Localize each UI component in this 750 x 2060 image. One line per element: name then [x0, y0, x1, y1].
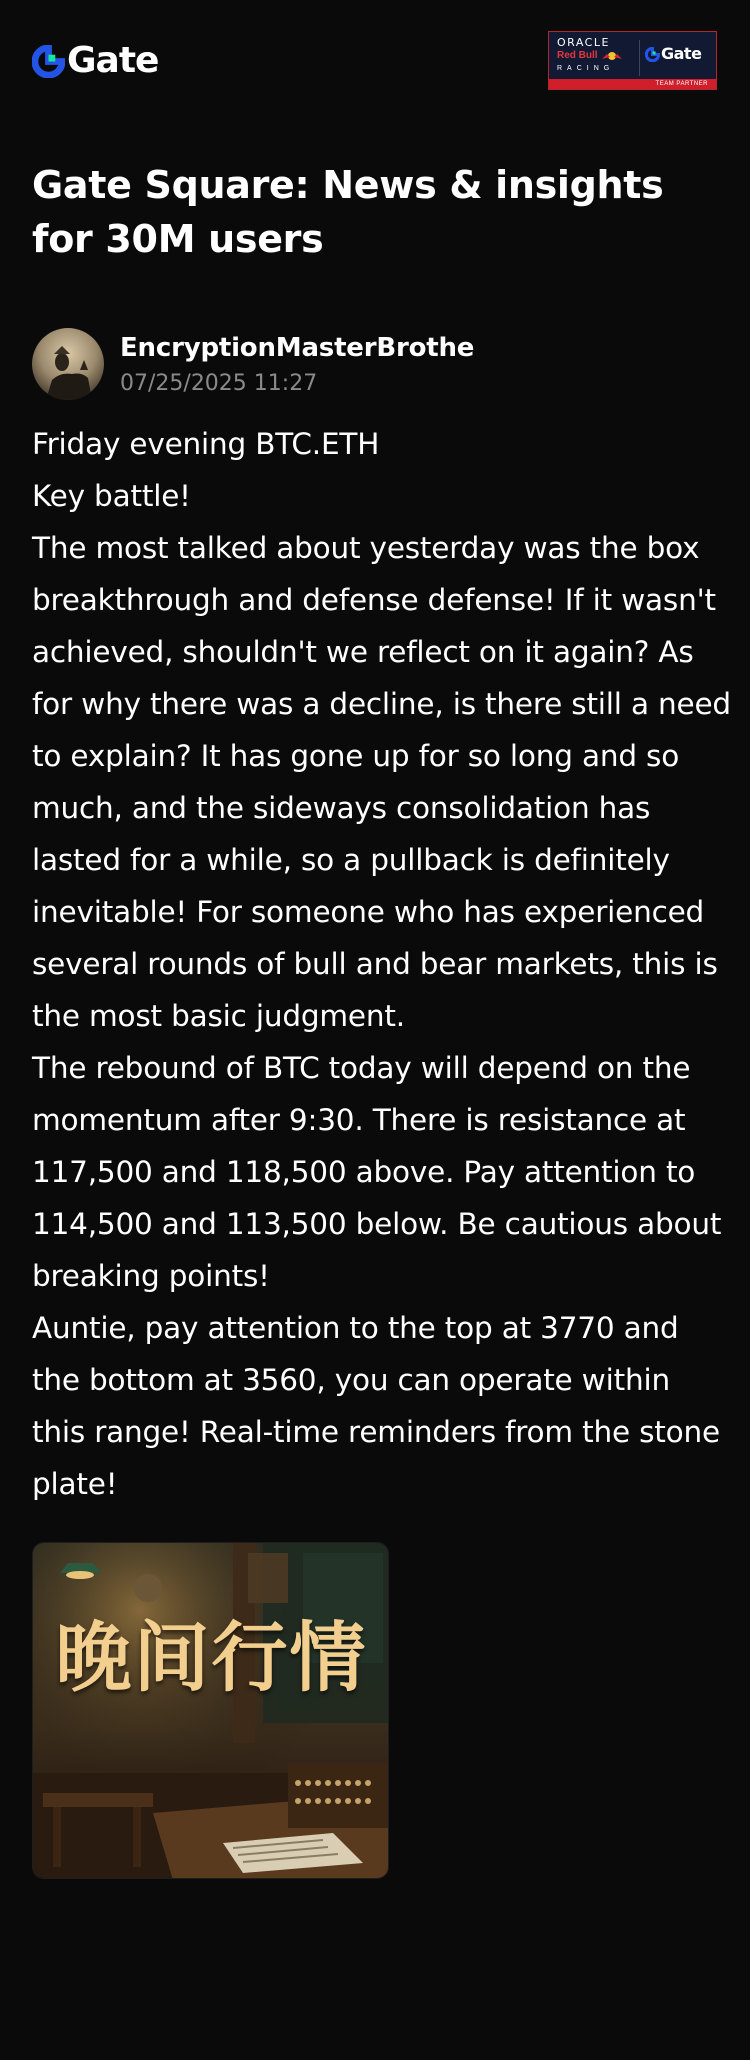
post-line: Friday evening BTC.ETH	[32, 427, 380, 461]
post-paragraph: The most talked about yesterday was the box breakthrough and defense defense! If it wasn't achieved, shouldn't we reflect on it again? As for why there was a decline, is there still a need to explain? It has gone up for so long and so much, and the sideways consolidation has lasted for a while, so a pullback is definitely inevitable! For someone who has experienced several rounds of bull and bear markets, this is the most basic judgment.	[32, 531, 731, 1033]
oracle-redbull-racing-logo	[557, 36, 639, 78]
evening-market-illustration	[33, 1543, 389, 1879]
partner-gate-logo	[645, 45, 701, 63]
redbull-text: Red Bull	[557, 50, 598, 61]
gate-logo-icon	[32, 45, 65, 78]
oracle-text: ORACLE	[557, 36, 610, 49]
racing-text: RACING	[557, 65, 615, 72]
post-body	[32, 418, 732, 1510]
post-image[interactable]	[32, 1542, 389, 1879]
post-paragraph: Auntie, pay attention to the top at 3770 and the bottom at 3560, you can operate within this range! Real-time reminders from the stone plate!	[32, 1311, 720, 1501]
oracle-redbull-partner-banner[interactable]	[548, 31, 717, 90]
logo-text: Gate	[67, 40, 159, 81]
author-name[interactable]: EncryptionMasterBrothe	[120, 333, 475, 363]
site-header	[0, 0, 750, 125]
partner-gate-text: Gate	[661, 44, 702, 63]
author-avatar[interactable]	[32, 328, 104, 400]
team-partner-label: TEAM PARTNER	[549, 79, 716, 89]
gate-small-icon	[645, 47, 660, 62]
image-caption: 晚间行情	[55, 1613, 368, 1702]
redbull-bulls-icon	[600, 50, 624, 62]
post-line: Key battle!	[32, 479, 191, 513]
gate-logo[interactable]	[32, 42, 158, 80]
avatar-image	[32, 328, 104, 400]
post-paragraph: The rebound of BTC today will depend on the momentum after 9:30. There is resistance at 117,500 and 118,500 above. Pay attention to 114,500 and 113,500 below. Be cautious about breaking points!	[32, 1051, 722, 1293]
partner-divider	[639, 40, 640, 76]
post-date: 07/25/2025 11:27	[120, 371, 318, 396]
page-title: Gate Square: News & insights for 30M users	[32, 163, 664, 261]
post-author-row	[32, 328, 722, 402]
